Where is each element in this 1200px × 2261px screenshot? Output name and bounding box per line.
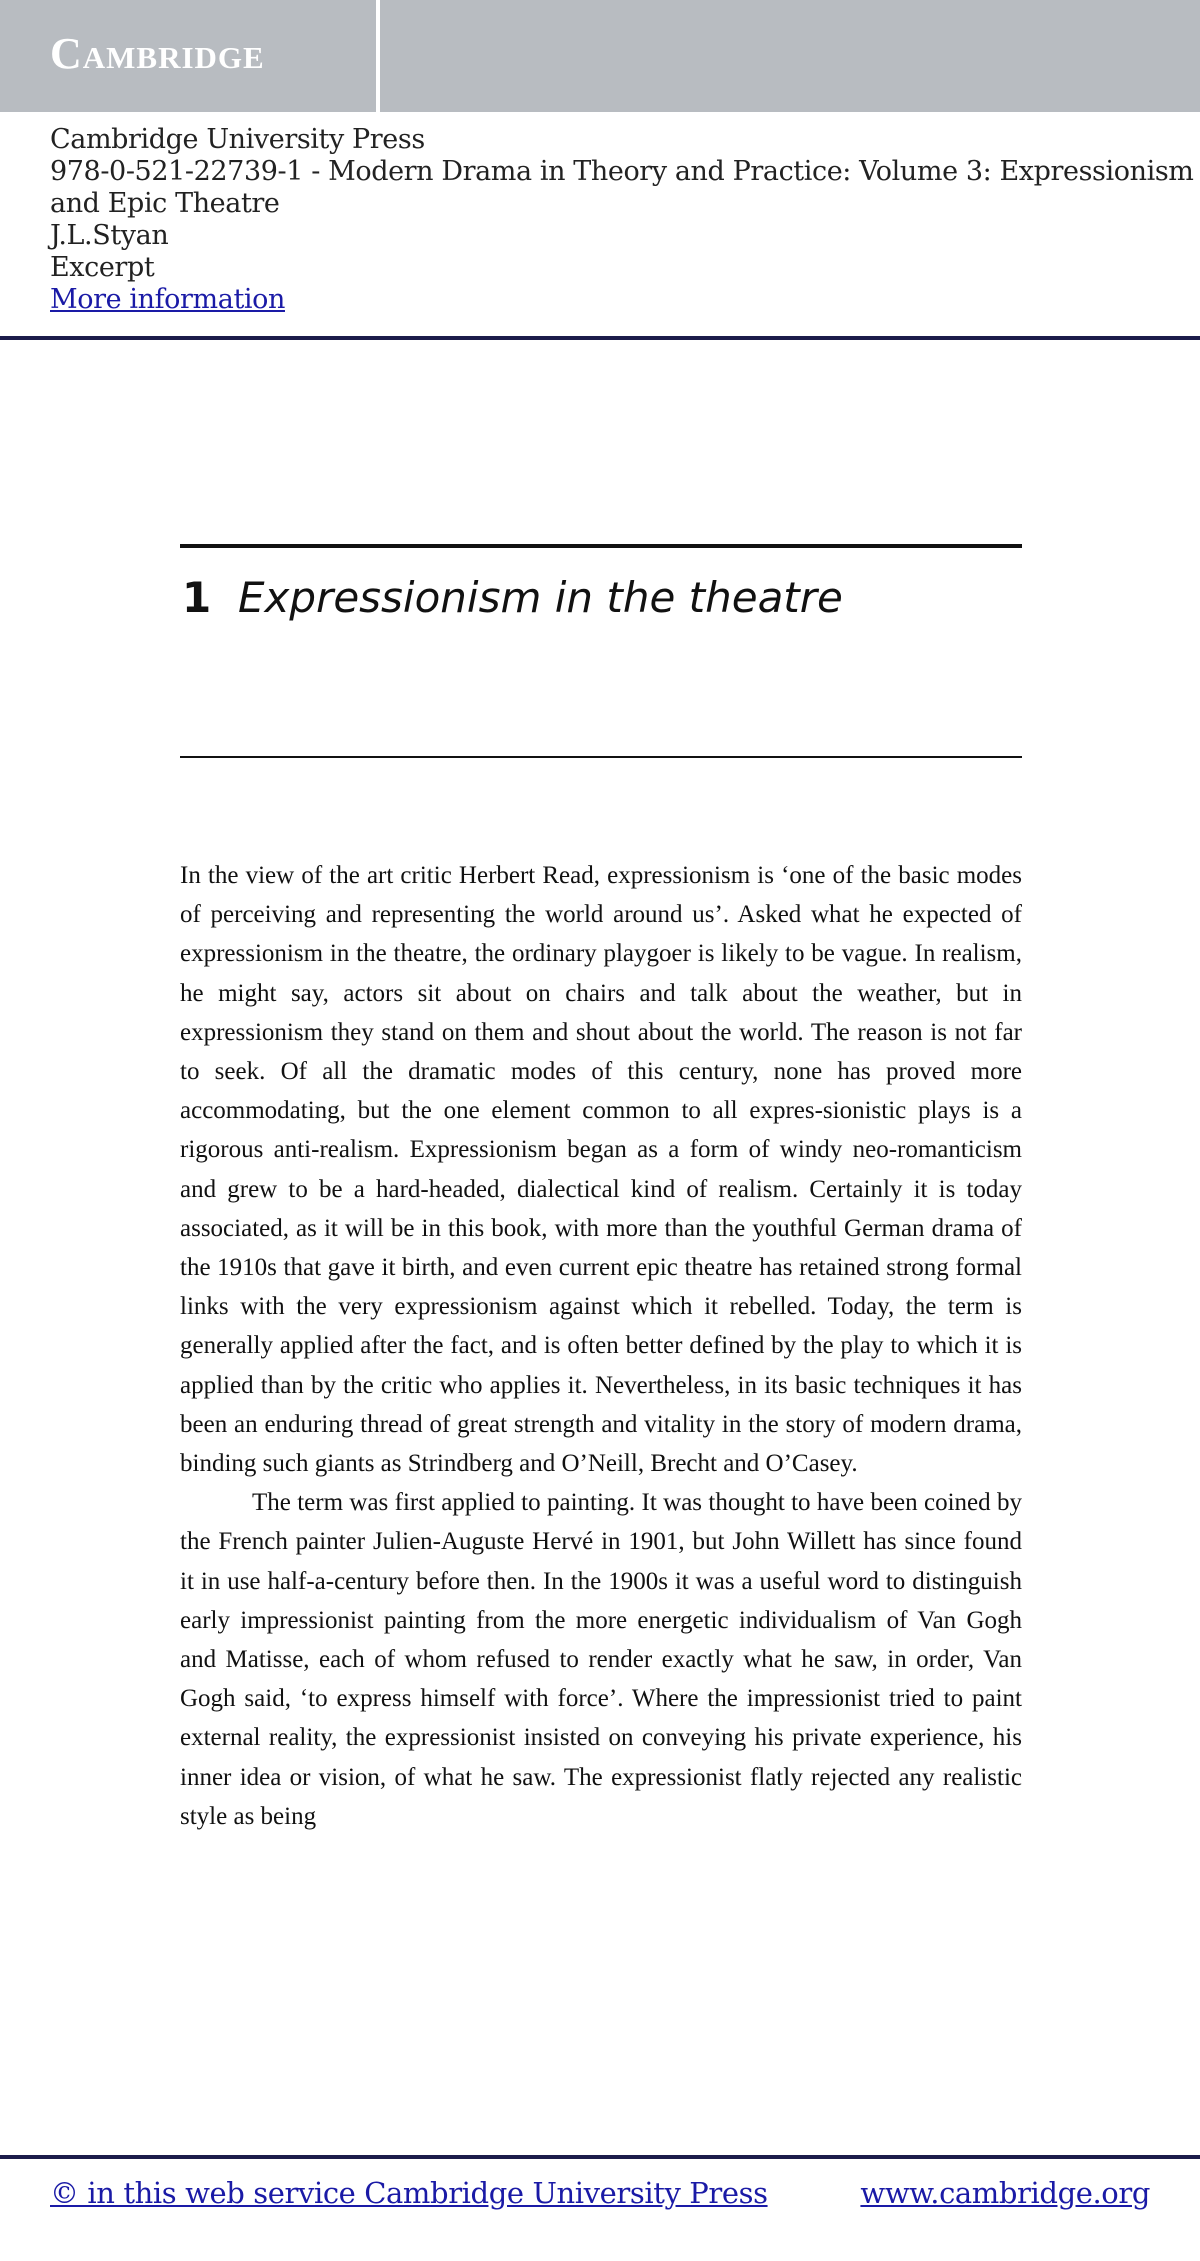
chapter-rule-top	[180, 544, 1022, 548]
chapter-heading	[182, 568, 1022, 628]
more-information-link[interactable]: More information	[50, 284, 285, 315]
excerpt-label: Excerpt	[50, 252, 155, 283]
cambridge-site-link[interactable]: www.cambridge.org	[860, 2176, 1150, 2210]
paragraph: The term was first applied to painting. It was thought to have been coined by the French painter Julien-Auguste Hervé in 1901, but John Willett has since found it in use half-a-century before then. In the 1900s it was a useful word to distinguish early impressionist painting from the more energetic individualism of Van Gogh and Matisse, each of whom refused to render exactly what he saw, in order, Van Gogh said, ‘to express himself with force’. Where the impressionist tried to paint external reality, the expressionist insisted on conveying his private experience, his inner idea or vision, of what he saw. The expressionist flatly rejected any realistic style as being	[180, 1489, 1022, 1830]
isbn-title-line-2: and Epic Theatre	[50, 188, 280, 219]
chapter-title: Expressionism in the theatre	[238, 573, 843, 622]
author-name: J.L.Styan	[50, 220, 169, 251]
publisher-name: Cambridge University Press	[50, 124, 425, 155]
banner-divider	[376, 0, 380, 112]
copyright-link[interactable]: © in this web service Cambridge University Press	[50, 2176, 768, 2210]
chapter-rule-bottom	[180, 756, 1022, 758]
isbn-title-line-1: 978-0-521-22739-1 - Modern Drama in Theory and Practice: Volume 3: Expressionism	[50, 156, 1194, 187]
header-banner	[0, 0, 1200, 112]
chapter-number: 1	[182, 573, 212, 622]
book-metadata	[50, 124, 1194, 316]
cambridge-logo[interactable]: Cambridge	[50, 29, 265, 78]
chapter-body	[180, 856, 1022, 1836]
header-divider	[0, 336, 1200, 340]
footer-divider	[0, 2155, 1200, 2159]
paragraph: In the view of the art critic Herbert Read, expressionism is ‘one of the basic modes of perceiving and representing the world around us’. Asked what he expected of expressionism in the theatre, the ordinary playgoer is likely to be vague. In realism, he might say, actors sit about on chairs and talk about the weather, but in expressionism they stand on them and shout about the world. The reason is not far to seek. Of all the dramatic modes of this century, none has proved more accommodating, but the one element common to all expres-sionistic plays is a rigorous anti-realism. Expressionism began as a form of windy neo-romanticism and grew to be a hard-headed, dialectical kind of realism. Certainly it is today associated, as it will be in this book, with more than the youthful German drama of the 1910s that gave it birth, and even current epic theatre has retained strong formal links with the very expressionism against which it rebelled. Today, the term is generally applied after the fact, and is often better defined by the play to which it is applied than by the critic who applies it. Nevertheless, in its basic techniques it has been an enduring thread of great strength and vitality in the story of modern drama, binding such giants as Strindberg and O’Neill, Brecht and O’Casey.	[180, 862, 1022, 1478]
